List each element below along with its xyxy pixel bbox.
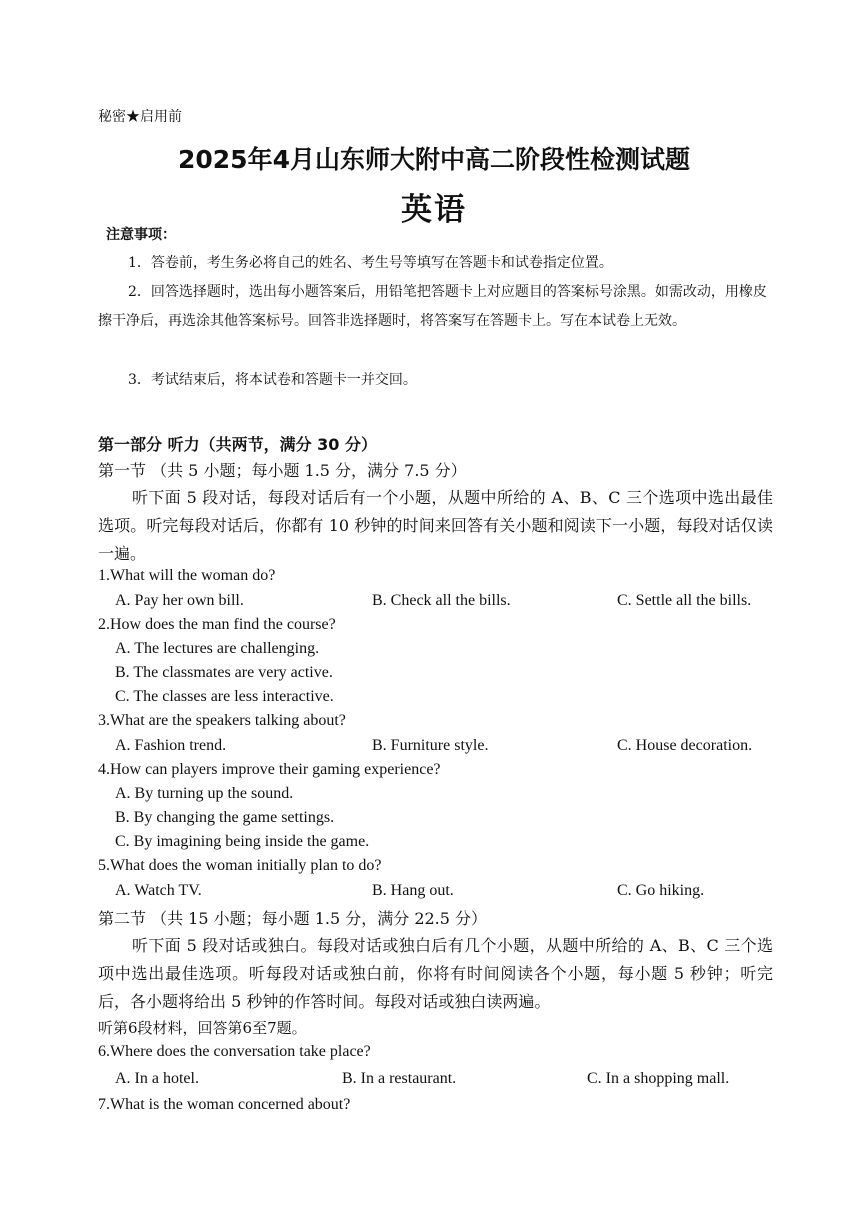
option-b: B. Furniture style. [372, 737, 489, 754]
option-c: C. The classes are less interactive. [115, 688, 334, 705]
section2-instructions: 听下面 5 段对话或独白。每段对话或独白后有几个小题，从题中所给的 A、B、C 三个选项中选出最佳选项。听每段对话或独白前，你将有时间阅读各个小题，每小题 5 秒钟；听完后，各小题将给出 5 秒钟的作答时间。每段对话或独白读两遍。 [98, 936, 773, 1011]
section1-instructions: 听下面 5 段对话，每段对话后有一个小题，从题中所给的 A、B、C 三个选项中选出最佳选项。听完每段对话后，你都有 10 秒钟的时间来回答有关小题和阅读下一小题，每段对话仅读一遍。 [98, 488, 773, 563]
question-stem: 3.What are the speakers talking about? [98, 712, 346, 729]
question-stem: 1.What will the woman do? [98, 567, 276, 584]
option-a: A. Pay her own bill. [115, 592, 244, 609]
part1-heading: 第一部分 听力（共两节，满分 30 分） [98, 435, 377, 454]
option-a: A. By turning up the sound. [115, 785, 294, 802]
section1-heading: 第一节 （共 5 小题；每小题 1.5 分，满分 7.5 分） [98, 461, 467, 480]
option-c: C. House decoration. [617, 737, 753, 754]
option-a: A. Watch TV. [115, 882, 202, 899]
exam-title: 2025年4月山东师大附中高二阶段性检测试题 [178, 145, 690, 174]
question-stem: 6.Where does the conversation take place? [98, 1043, 371, 1060]
option-b: B. Check all the bills. [372, 592, 511, 609]
notice-item-2 [98, 278, 778, 336]
option-c: C. By imagining being inside the game. [115, 833, 370, 850]
option-a: A. The lectures are challenging. [115, 640, 320, 657]
notice-item-3-text: 3．考试结束后，将本试卷和答题卡一并交回。 [128, 372, 417, 388]
confidential-label: 秘密★启用前 [98, 109, 182, 125]
option-c: C. Settle all the bills. [617, 592, 752, 609]
option-b: B. Hang out. [372, 882, 454, 899]
option-b: B. The classmates are very active. [115, 664, 333, 681]
material-note: 听第6段材料，回答第6至7题。 [98, 1019, 307, 1037]
notice-item-1-text: 1．答卷前，考生务必将自己的姓名、考生号等填写在答题卡和试卷指定位置。 [128, 255, 613, 271]
notice-item-3 [98, 366, 778, 395]
subject-title: 英语 [401, 192, 467, 228]
option-a: A. Fashion trend. [115, 737, 227, 754]
option-b: B. By changing the game settings. [115, 809, 335, 826]
question-stem: 2.How does the man find the course? [98, 616, 336, 633]
option-a: A. In a hotel. [115, 1070, 199, 1087]
option-c: C. In a shopping mall. [587, 1070, 730, 1087]
notice-item-1 [98, 249, 778, 278]
question-stem: 5.What does the woman initially plan to do? [98, 857, 382, 874]
question-stem: 4.How can players improve their gaming experience? [98, 761, 441, 778]
question-stem: 7.What is the woman concerned about? [98, 1096, 351, 1113]
notice-heading: 注意事项： [106, 227, 176, 243]
option-b: B. In a restaurant. [342, 1070, 457, 1087]
section2-heading: 第二节 （共 15 小题；每小题 1.5 分，满分 22.5 分） [98, 909, 488, 928]
notice-item-2-text: 2．回答选择题时，选出每小题答案后，用铅笔把答题卡上对应题目的答案标号涂黑。如需改动，用橡皮擦干净后，再选涂其他答案标号。回答非选择题时，将答案写在答题卡上。写在本试卷上无效。 [98, 284, 767, 329]
option-c: C. Go hiking. [617, 882, 705, 899]
